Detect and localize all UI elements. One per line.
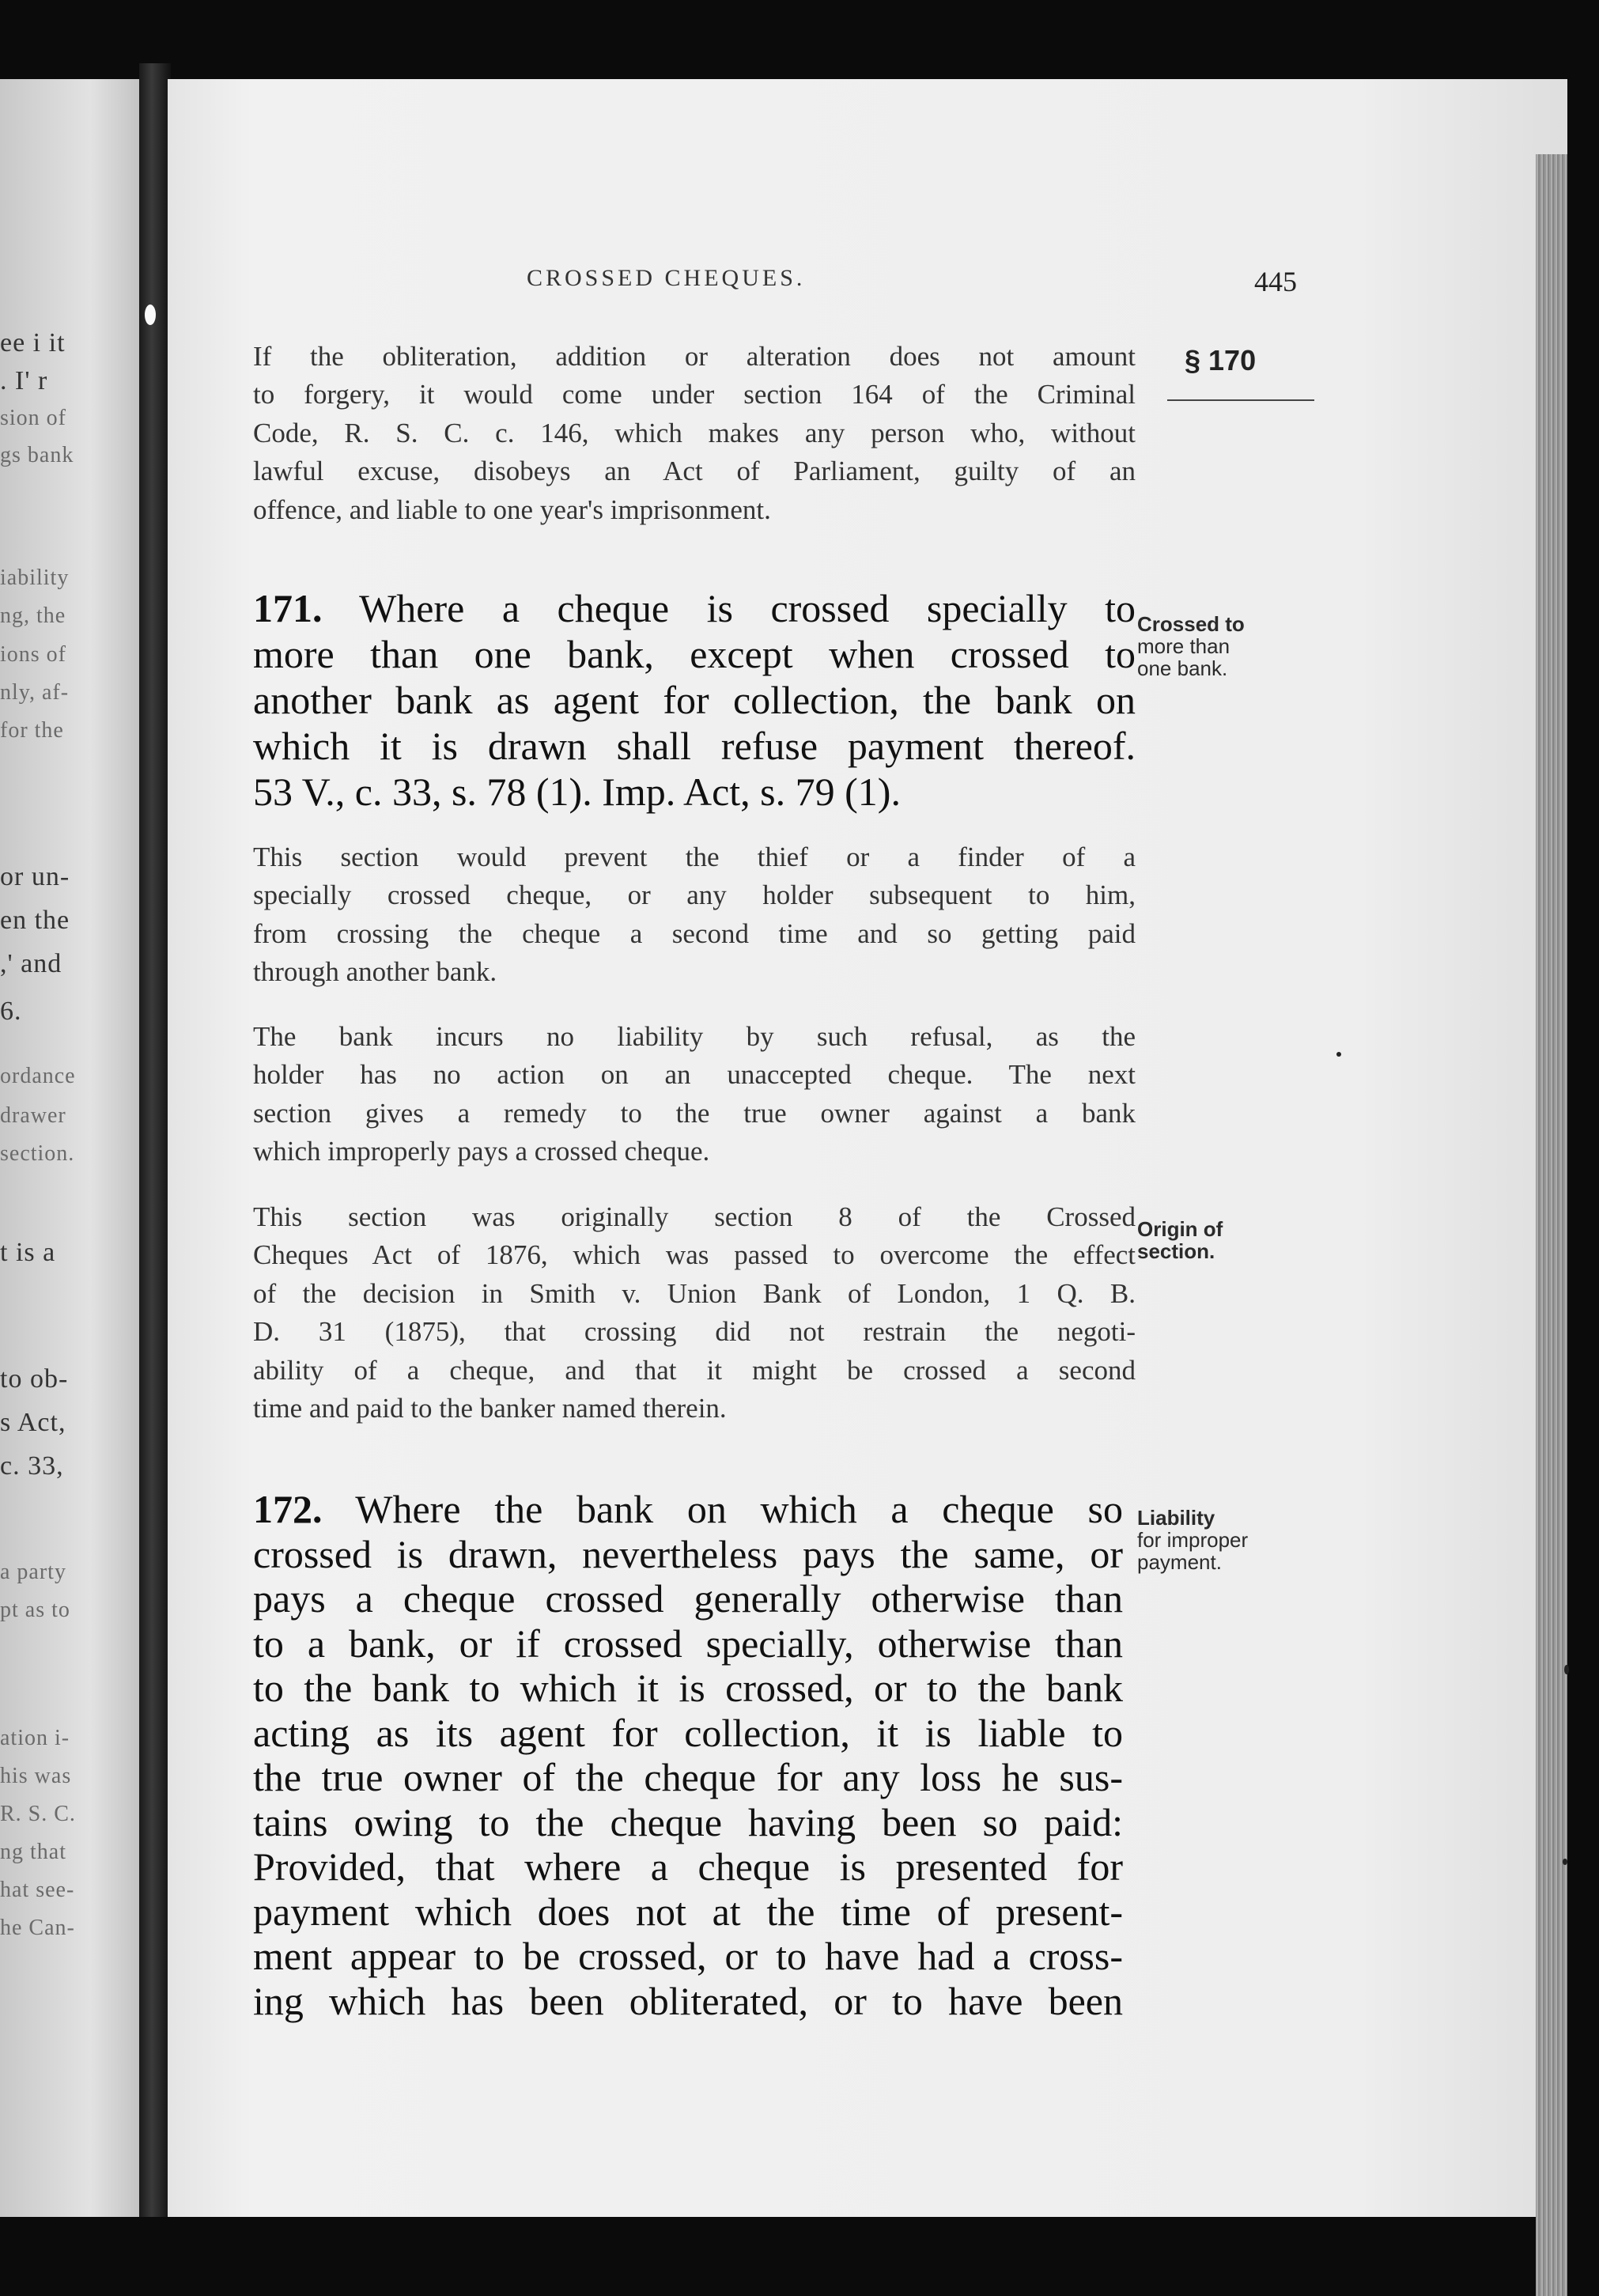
facing-page-text: he Can- xyxy=(0,1916,75,1940)
text-line: ability of a cheque, and that it might be crossed a second xyxy=(253,1354,1136,1386)
margin-note-crossed-to xyxy=(1137,613,1245,679)
margin-note-line: more than xyxy=(1137,634,1230,658)
facing-page-text: nly, af- xyxy=(0,680,70,705)
page-edges xyxy=(1536,154,1567,2296)
text-line: to forgery, it would come under section 164 of the Criminal xyxy=(253,379,1136,410)
section-number: 172. xyxy=(253,1487,323,1531)
facing-page-text: ng, the xyxy=(0,603,66,628)
continuation-paragraph xyxy=(253,338,1136,529)
binding-mark xyxy=(145,304,156,325)
facing-page-text: ee i it xyxy=(0,328,66,357)
text-line: specially crossed cheque, or any holder subsequent to him, xyxy=(253,879,1136,911)
text-line: Code, R. S. C. c. 146, which makes any person who, without xyxy=(253,417,1136,448)
book-gutter xyxy=(139,63,171,2217)
text-line: time and paid to the banker named therein. xyxy=(253,1393,727,1424)
text-line: Cheques Act of 1876, which was passed to overcome the effect xyxy=(253,1239,1136,1271)
facing-page-text: . I' r xyxy=(0,366,48,395)
text-line: lawful excuse, disobeys an Act of Parliament, guilty of an xyxy=(253,456,1136,487)
facing-page-text: pt as to xyxy=(0,1598,70,1622)
text-line: to a bank, or if crossed specially, otherwise than xyxy=(253,1621,1123,1666)
text-line: through another bank. xyxy=(253,956,497,988)
text-line: This section would prevent the thief or a finder of a xyxy=(253,842,1136,872)
margin-note-line: Crossed to xyxy=(1137,612,1245,636)
ink-speck xyxy=(1336,1052,1341,1057)
facing-page-text: for the xyxy=(0,718,64,743)
text-line: This section was originally section 8 of the Crossed xyxy=(253,1201,1136,1232)
annotation-paragraph xyxy=(253,1018,1136,1171)
margin-note-origin xyxy=(1137,1218,1223,1262)
facing-page-text: drawer xyxy=(0,1103,66,1128)
text-line: the true owner of the cheque for any loss he sus- xyxy=(253,1755,1123,1799)
facing-page-text: ng that xyxy=(0,1840,66,1864)
facing-page-text: or un- xyxy=(0,862,70,891)
section-172 xyxy=(253,1487,1123,2023)
text-line: another bank as agent for collection, the bank on xyxy=(253,678,1136,722)
text-line: of the decision in Smith v. Union Bank of London, 1 Q. B. xyxy=(253,1277,1136,1309)
ink-speck xyxy=(1563,1859,1567,1865)
text-line: holder has no action on an unaccepted cheque. The next xyxy=(253,1059,1136,1091)
text-line: 172. Where the bank on which a cheque so xyxy=(253,1487,1123,1531)
text-line: tains owing to the cheque having been so paid: xyxy=(253,1799,1123,1844)
text-line: section gives a remedy to the true owner against a bank xyxy=(253,1097,1136,1129)
text-line: pays a cheque crossed generally otherwise than xyxy=(253,1576,1123,1621)
facing-page-text: iability xyxy=(0,565,70,590)
text-line: ing which has been obliterated, or to have been xyxy=(253,1978,1123,2023)
facing-page-text: section. xyxy=(0,1141,75,1166)
text-line: more than one bank, except when crossed to xyxy=(253,632,1136,676)
section-rule xyxy=(1167,399,1314,401)
facing-page-text: to ob- xyxy=(0,1364,69,1394)
section-number: 171. xyxy=(253,586,323,630)
facing-page xyxy=(0,79,150,2217)
text-line: The bank incurs no liability by such refusal, as the xyxy=(253,1021,1136,1052)
text-line: 171. Where a cheque is crossed specially to xyxy=(253,586,1136,630)
running-header: CROSSED CHEQUES. xyxy=(527,265,806,291)
margin-note-line: for improper xyxy=(1137,1528,1249,1552)
margin-note-line: Origin of xyxy=(1137,1217,1223,1241)
text-line: Provided, that where a cheque is presented for xyxy=(253,1844,1123,1889)
annotation-paragraph xyxy=(253,838,1136,992)
text-line: 53 V., c. 33, s. 78 (1). Imp. Act, s. 79 (1). xyxy=(253,770,901,814)
ink-speck xyxy=(1564,1665,1569,1674)
facing-page-text: gs bank xyxy=(0,443,74,467)
text-line: to the bank to which it is crossed, or to the bank xyxy=(253,1666,1123,1710)
text-line: acting as its agent for collection, it is liable to xyxy=(253,1710,1123,1755)
text-line: crossed is drawn, nevertheless pays the same, or xyxy=(253,1531,1123,1576)
facing-page-text: ordance xyxy=(0,1064,76,1088)
margin-note-line: Liability xyxy=(1137,1506,1215,1530)
margin-note-line: one bank. xyxy=(1137,656,1228,680)
text-line: offence, and liable to one year's imprisonment. xyxy=(253,494,771,525)
facing-page-text: ,' and xyxy=(0,949,62,978)
section-171 xyxy=(253,585,1136,815)
facing-page-text: hat see- xyxy=(0,1878,75,1902)
text-line: which it is drawn shall refuse payment thereof. xyxy=(253,724,1136,768)
facing-page-text: a party xyxy=(0,1560,66,1584)
text-line: from crossing the cheque a second time and so getting paid xyxy=(253,917,1136,949)
facing-page-text: s Act, xyxy=(0,1408,66,1437)
facing-page-text: en the xyxy=(0,906,70,935)
facing-page-text: ation i- xyxy=(0,1726,70,1750)
facing-page-text: R. S. C. xyxy=(0,1802,76,1826)
text-line: ment appear to be crossed, or to have had a cross- xyxy=(253,1934,1123,1978)
section-reference: § 170 xyxy=(1185,344,1257,376)
facing-page-text: his was xyxy=(0,1764,72,1788)
facing-page-text: c. 33, xyxy=(0,1451,64,1481)
facing-page-text: ions of xyxy=(0,642,66,667)
text-line: D. 31 (1875), that crossing did not restrain the negoti- xyxy=(253,1316,1136,1348)
text-line: payment which does not at the time of present- xyxy=(253,1889,1123,1934)
margin-note-line: payment. xyxy=(1137,1550,1222,1574)
facing-page-text: sion of xyxy=(0,406,66,430)
margin-note-liability xyxy=(1137,1507,1248,1573)
facing-page-text: 6. xyxy=(0,997,22,1026)
text-line: which improperly pays a crossed cheque. xyxy=(253,1136,710,1167)
annotation-paragraph xyxy=(253,1198,1136,1428)
margin-note-line: section. xyxy=(1137,1239,1215,1263)
facing-page-text: t is a xyxy=(0,1238,56,1267)
text-line: If the obliteration, addition or alteration does not amount xyxy=(253,341,1136,372)
page-number: 445 xyxy=(1254,266,1297,297)
